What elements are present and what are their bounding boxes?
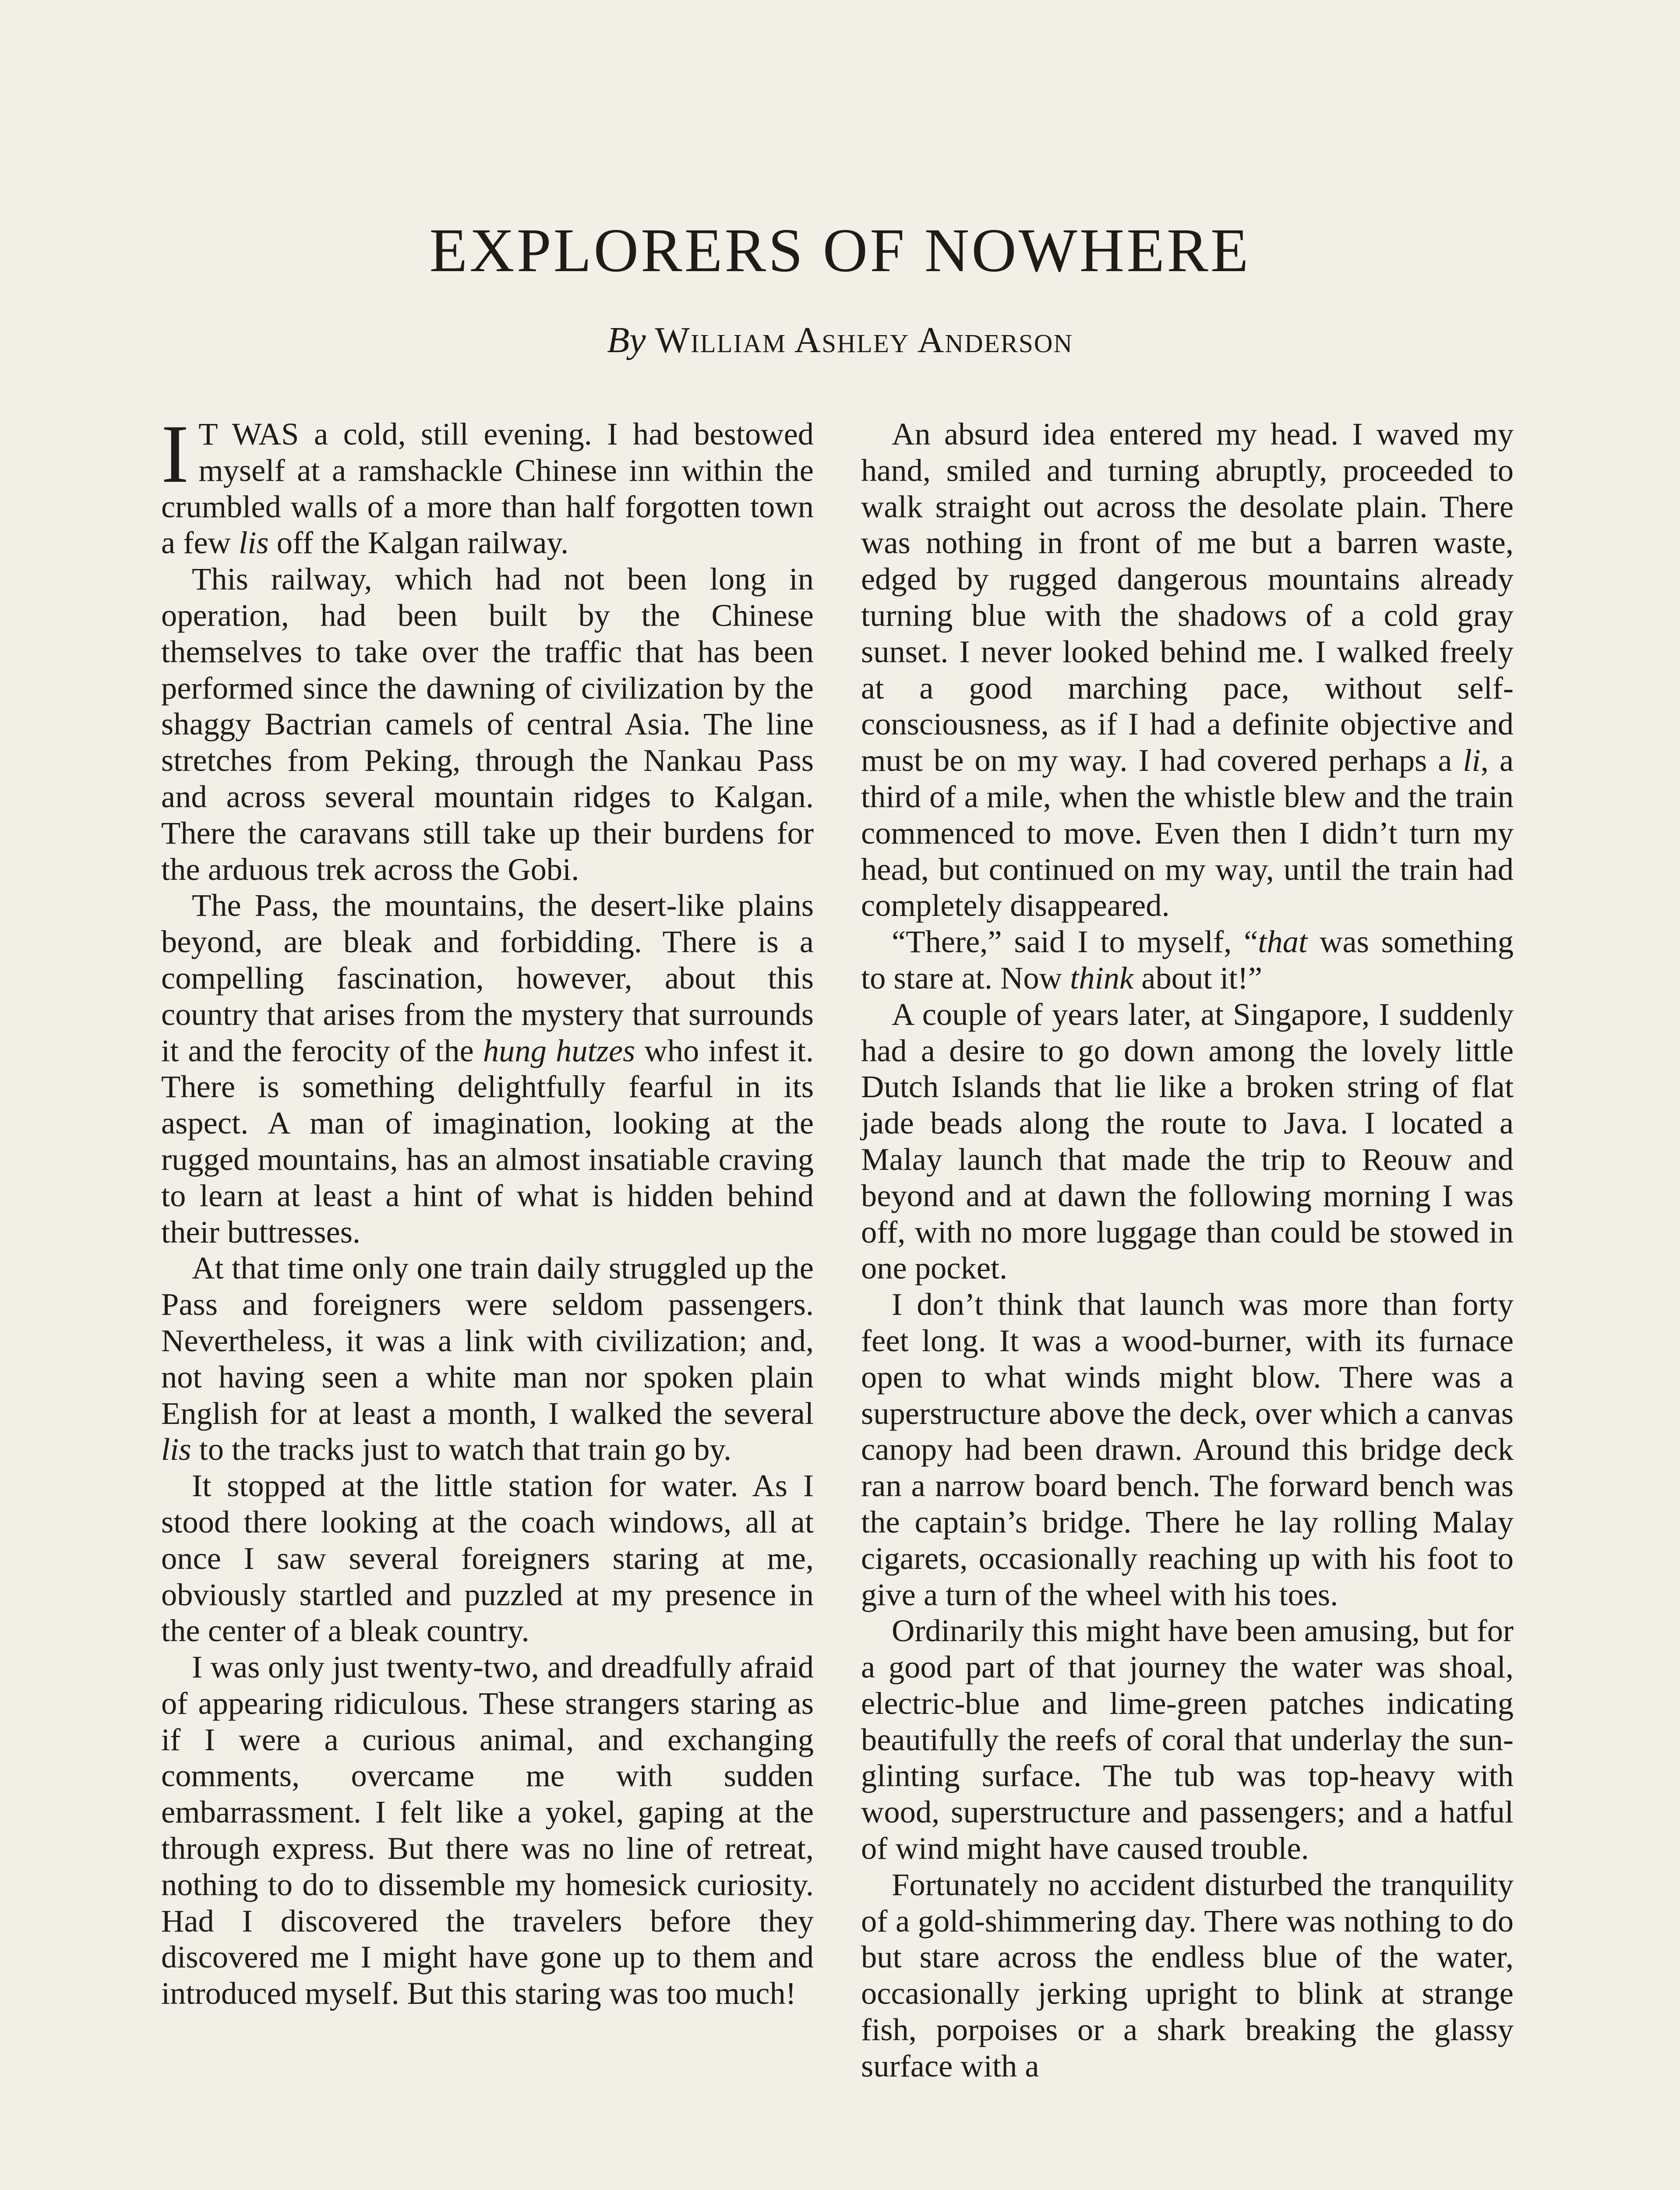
author-name: William Ashley Anderson (655, 320, 1073, 360)
right-column (861, 416, 1514, 2084)
paragraph (861, 1867, 1514, 2084)
text-run: This railway, which had not been long in operation, had been built by the Chinese themselves to take over the traffic that has been performed since the dawning of civilization by the shaggy Bactrian camels of central Asia. The line stretches from Peking, through the Nankau Pass and across several mountain ridges to Kalgan. There the caravans still take up their burdens for the arduous trek across the Gobi. (161, 561, 814, 887)
italic-text: that (1258, 924, 1308, 960)
paragraph (861, 996, 1514, 1286)
left-column (161, 408, 814, 2012)
paragraph (861, 416, 1514, 924)
text-run: It stopped at the little station for water. As I stood there looking at the coach windows, all at once I saw several foreigners staring at me, obviously startled and puzzled at my presence in the center of a bleak country. (161, 1468, 814, 1649)
text-run: A couple of years later, at Singapore, I suddenly had a desire to go down among the lovely little Dutch Islands that lie like a broken string of flat jade beads along the route to Java. I located a Malay launch that made the trip to Reouw and beyond and at dawn the following morning I was off, with no more luggage than could be stowed in one pocket. (861, 996, 1514, 1286)
text-run: to the tracks just to watch that train go by. (191, 1431, 732, 1467)
byline (0, 322, 1680, 359)
text-run: about it!” (1133, 960, 1263, 996)
article-title: EXPLORERS OF NOWHERE (429, 215, 1251, 285)
italic-text: lis (161, 1431, 191, 1467)
paragraph (161, 1649, 814, 2012)
paragraph (161, 1250, 814, 1468)
paragraph (861, 924, 1514, 996)
italic-text: hung hutzes (483, 1032, 635, 1068)
paragraph (161, 887, 814, 1250)
paragraph (161, 1468, 814, 1649)
text-run: I don’t think that launch was more than forty feet long. It was a wood-burner, with its furnace open to what winds might blow. There was a superstructure above the deck, over which a canvas canopy had been drawn. Around this bridge deck ran a narrow board bench. The forward bench was the captain’s bridge. There he lay rolling Malay cigarets, occasionally reaching up with his foot to give a turn of the wheel with his toes. (861, 1286, 1514, 1612)
paragraph (861, 1613, 1514, 1867)
text-run: An absurd idea entered my head. I waved my hand, smiled and turning abruptly, proceeded to walk straight out across the desolate plain. There was nothing in front of me but a barren waste, edged by rugged dangerous mountains already turning blue with the shadows of a cold gray sunset. I never looked behind me. I walked freely at a good marching pace, without self-consciousness, as if I had a definite objective and must be on my way. I had covered perhaps a (861, 416, 1514, 778)
text-run: T WAS a cold, still evening. I had bestowed myself at a ramshackle Chinese inn within the crumbled walls of a more than half forgotten town a few (161, 416, 814, 561)
text-run: The Pass, the mountains, the desert-like plains beyond, are bleak and forbidding. There is a compelling fascination, however, about this country that arises from the mystery that surrounds it and the ferocity of the (161, 887, 814, 1068)
paragraph (861, 1286, 1514, 1613)
text-run: Ordinarily this might have been amusing, but for a good part of that journey the water was shoal, electric-blue and lime-green patches indicating beautifully the reefs of coral that underlay the sun-glinting surface. The tub was top-heavy with wood, superstructure and passengers; and a hatful of wind might have caused trouble. (861, 1613, 1514, 1866)
text-run: “There,” said I to myself, “ (892, 924, 1258, 960)
drop-cap: I (161, 408, 189, 500)
text-run: I was only just twenty-two, and dreadfully afraid of appearing ridiculous. These strangers staring as if I were a curious animal, and exchanging comments, overcame me with sudden embarrassment. I felt like a yokel, gaping at the through express. But there was no line of retreat, nothing to do to dissemble my homesick curiosity. Had I discovered the travelers before they discovered me I might have gone up to them and introduced myself. But this staring was too much! (161, 1649, 814, 2011)
byline-prefix: By (607, 320, 646, 360)
italic-text: think (1070, 960, 1134, 996)
text-run: At that time only one train daily struggled up the Pass and foreigners were seldom passengers. Nevertheless, it was a link with civilization; and, not having seen a white man nor spoken plain English for at least a month, I walked the several (161, 1250, 814, 1431)
text-run: Fortunately no accident disturbed the tranquility of a gold-shimmering day. There was nothing to do but stare across the endless blue of the water, occasionally jerking upright to blink at strange fish, porpoises or a shark breaking the glassy surface with a (861, 1866, 1514, 2084)
text-run: who infest it. There is something delightfully fearful in its aspect. A man of imagination, looking at the rugged mountains, has an almost insatiable craving to learn at least a hint of what is hidden behind their buttresses. (161, 1032, 814, 1250)
italic-text: lis (239, 525, 269, 561)
italic-text: li (1463, 742, 1481, 778)
paragraph (161, 561, 814, 887)
paragraph (161, 408, 814, 561)
text-run: off the Kalgan railway. (268, 525, 569, 561)
text-run: , a third of a mile, when the whistle blew and the train commenced to move. Even then I didn’t turn my head, but continued on my way, until the train had completely disappeared. (861, 742, 1514, 923)
text-run: was something to stare at. Now (861, 924, 1514, 996)
